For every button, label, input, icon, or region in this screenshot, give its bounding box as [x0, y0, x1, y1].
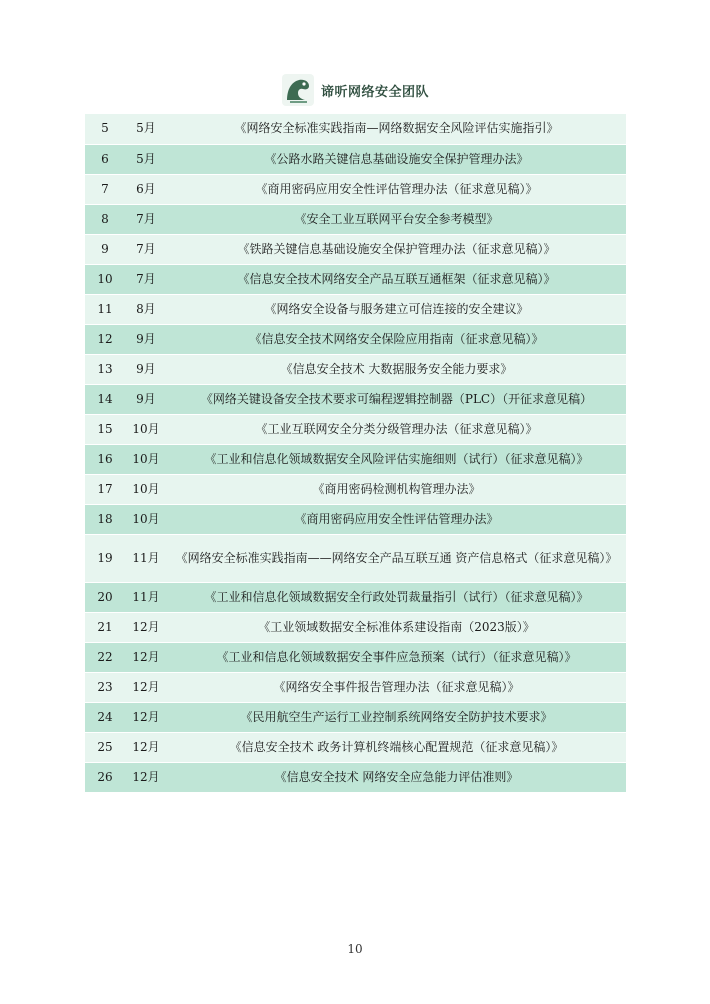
row-month: 12月	[125, 612, 167, 642]
table-row	[85, 534, 626, 582]
dragon-logo-icon	[281, 73, 315, 107]
row-number: 24	[85, 702, 125, 732]
table-row	[85, 354, 626, 384]
row-title: 《工业互联网安全分类分级管理办法（征求意见稿）》	[167, 414, 626, 444]
row-number: 10	[85, 264, 125, 294]
row-title: 《工业领域数据安全标准体系建设指南（2023版）》	[167, 612, 626, 642]
row-title: 《网络关键设备安全技术要求可编程逻辑控制器（PLC）（开征求意见稿）	[167, 384, 626, 414]
row-title: 《民用航空生产运行工业控制系统网络安全防护技术要求》	[167, 702, 626, 732]
row-number: 14	[85, 384, 125, 414]
row-number: 9	[85, 234, 125, 264]
row-number: 18	[85, 504, 125, 534]
row-title: 《信息安全技术 大数据服务安全能力要求》	[167, 354, 626, 384]
row-month: 7月	[125, 204, 167, 234]
row-month: 12月	[125, 732, 167, 762]
table-row	[85, 114, 626, 144]
row-month: 10月	[125, 474, 167, 504]
row-number: 23	[85, 672, 125, 702]
row-number: 12	[85, 324, 125, 354]
row-title: 《工业和信息化领域数据安全风险评估实施细则（试行）（征求意见稿）》	[167, 444, 626, 474]
table-row	[85, 702, 626, 732]
row-month: 8月	[125, 294, 167, 324]
row-number: 11	[85, 294, 125, 324]
regulation-table	[85, 114, 626, 793]
row-number: 26	[85, 762, 125, 792]
row-number: 21	[85, 612, 125, 642]
row-month: 7月	[125, 264, 167, 294]
table-row	[85, 504, 626, 534]
table-row	[85, 204, 626, 234]
page-header	[0, 72, 710, 108]
table-row	[85, 612, 626, 642]
row-number: 15	[85, 414, 125, 444]
row-month: 9月	[125, 324, 167, 354]
table-row	[85, 642, 626, 672]
table-row	[85, 444, 626, 474]
row-number: 16	[85, 444, 125, 474]
row-title: 《信息安全技术 政务计算机终端核心配置规范（征求意见稿）》	[167, 732, 626, 762]
row-month: 10月	[125, 414, 167, 444]
row-month: 10月	[125, 504, 167, 534]
row-month: 6月	[125, 174, 167, 204]
row-title: 《安全工业互联网平台安全参考模型》	[167, 204, 626, 234]
row-title: 《网络安全标准实践指南—网络数据安全风险评估实施指引》	[167, 114, 626, 144]
table-row	[85, 294, 626, 324]
row-number: 7	[85, 174, 125, 204]
row-number: 6	[85, 144, 125, 174]
row-month: 12月	[125, 702, 167, 732]
row-title: 《公路水路关键信息基础设施安全保护管理办法》	[167, 144, 626, 174]
row-month: 12月	[125, 672, 167, 702]
row-number: 13	[85, 354, 125, 384]
table-row	[85, 582, 626, 612]
table-row	[85, 384, 626, 414]
table-row	[85, 234, 626, 264]
table-row	[85, 174, 626, 204]
row-month: 12月	[125, 642, 167, 672]
row-number: 17	[85, 474, 125, 504]
table-row	[85, 324, 626, 354]
row-title: 《商用密码检测机构管理办法》	[167, 474, 626, 504]
row-number: 8	[85, 204, 125, 234]
row-month: 9月	[125, 354, 167, 384]
row-month: 5月	[125, 114, 167, 144]
row-month: 12月	[125, 762, 167, 792]
row-month: 11月	[125, 582, 167, 612]
row-number: 19	[85, 534, 125, 582]
table-row	[85, 474, 626, 504]
row-title: 《网络安全设备与服务建立可信连接的安全建议》	[167, 294, 626, 324]
row-title: 《信息安全技术网络安全产品互联互通框架（征求意见稿）》	[167, 264, 626, 294]
page-number: 10	[347, 942, 363, 956]
row-number: 5	[85, 114, 125, 144]
row-title: 《工业和信息化领域数据安全事件应急预案（试行）（征求意见稿）》	[167, 642, 626, 672]
table-row	[85, 414, 626, 444]
row-title: 《工业和信息化领域数据安全行政处罚裁量指引（试行）（征求意见稿）》	[167, 582, 626, 612]
row-title: 《信息安全技术 网络安全应急能力评估准则》	[167, 762, 626, 792]
table-row	[85, 732, 626, 762]
row-title: 《商用密码应用安全性评估管理办法（征求意见稿）》	[167, 174, 626, 204]
row-title: 《信息安全技术网络安全保险应用指南（征求意见稿）》	[167, 324, 626, 354]
table-row	[85, 264, 626, 294]
row-number: 22	[85, 642, 125, 672]
row-month: 5月	[125, 144, 167, 174]
row-month: 7月	[125, 234, 167, 264]
table-row	[85, 144, 626, 174]
row-number: 25	[85, 732, 125, 762]
row-title: 《网络安全事件报告管理办法（征求意见稿）》	[167, 672, 626, 702]
row-month: 9月	[125, 384, 167, 414]
row-number: 20	[85, 582, 125, 612]
row-title: 《商用密码应用安全性评估管理办法》	[167, 504, 626, 534]
row-month: 11月	[125, 534, 167, 582]
table-row	[85, 762, 626, 792]
row-month: 10月	[125, 444, 167, 474]
row-title: 《网络安全标准实践指南——网络安全产品互联互通 资产信息格式（征求意见稿）》	[167, 534, 626, 582]
brand-name: 谛听网络安全团队	[320, 84, 429, 100]
table-row	[85, 672, 626, 702]
row-title: 《铁路关键信息基础设施安全保护管理办法（征求意见稿）》	[167, 234, 626, 264]
